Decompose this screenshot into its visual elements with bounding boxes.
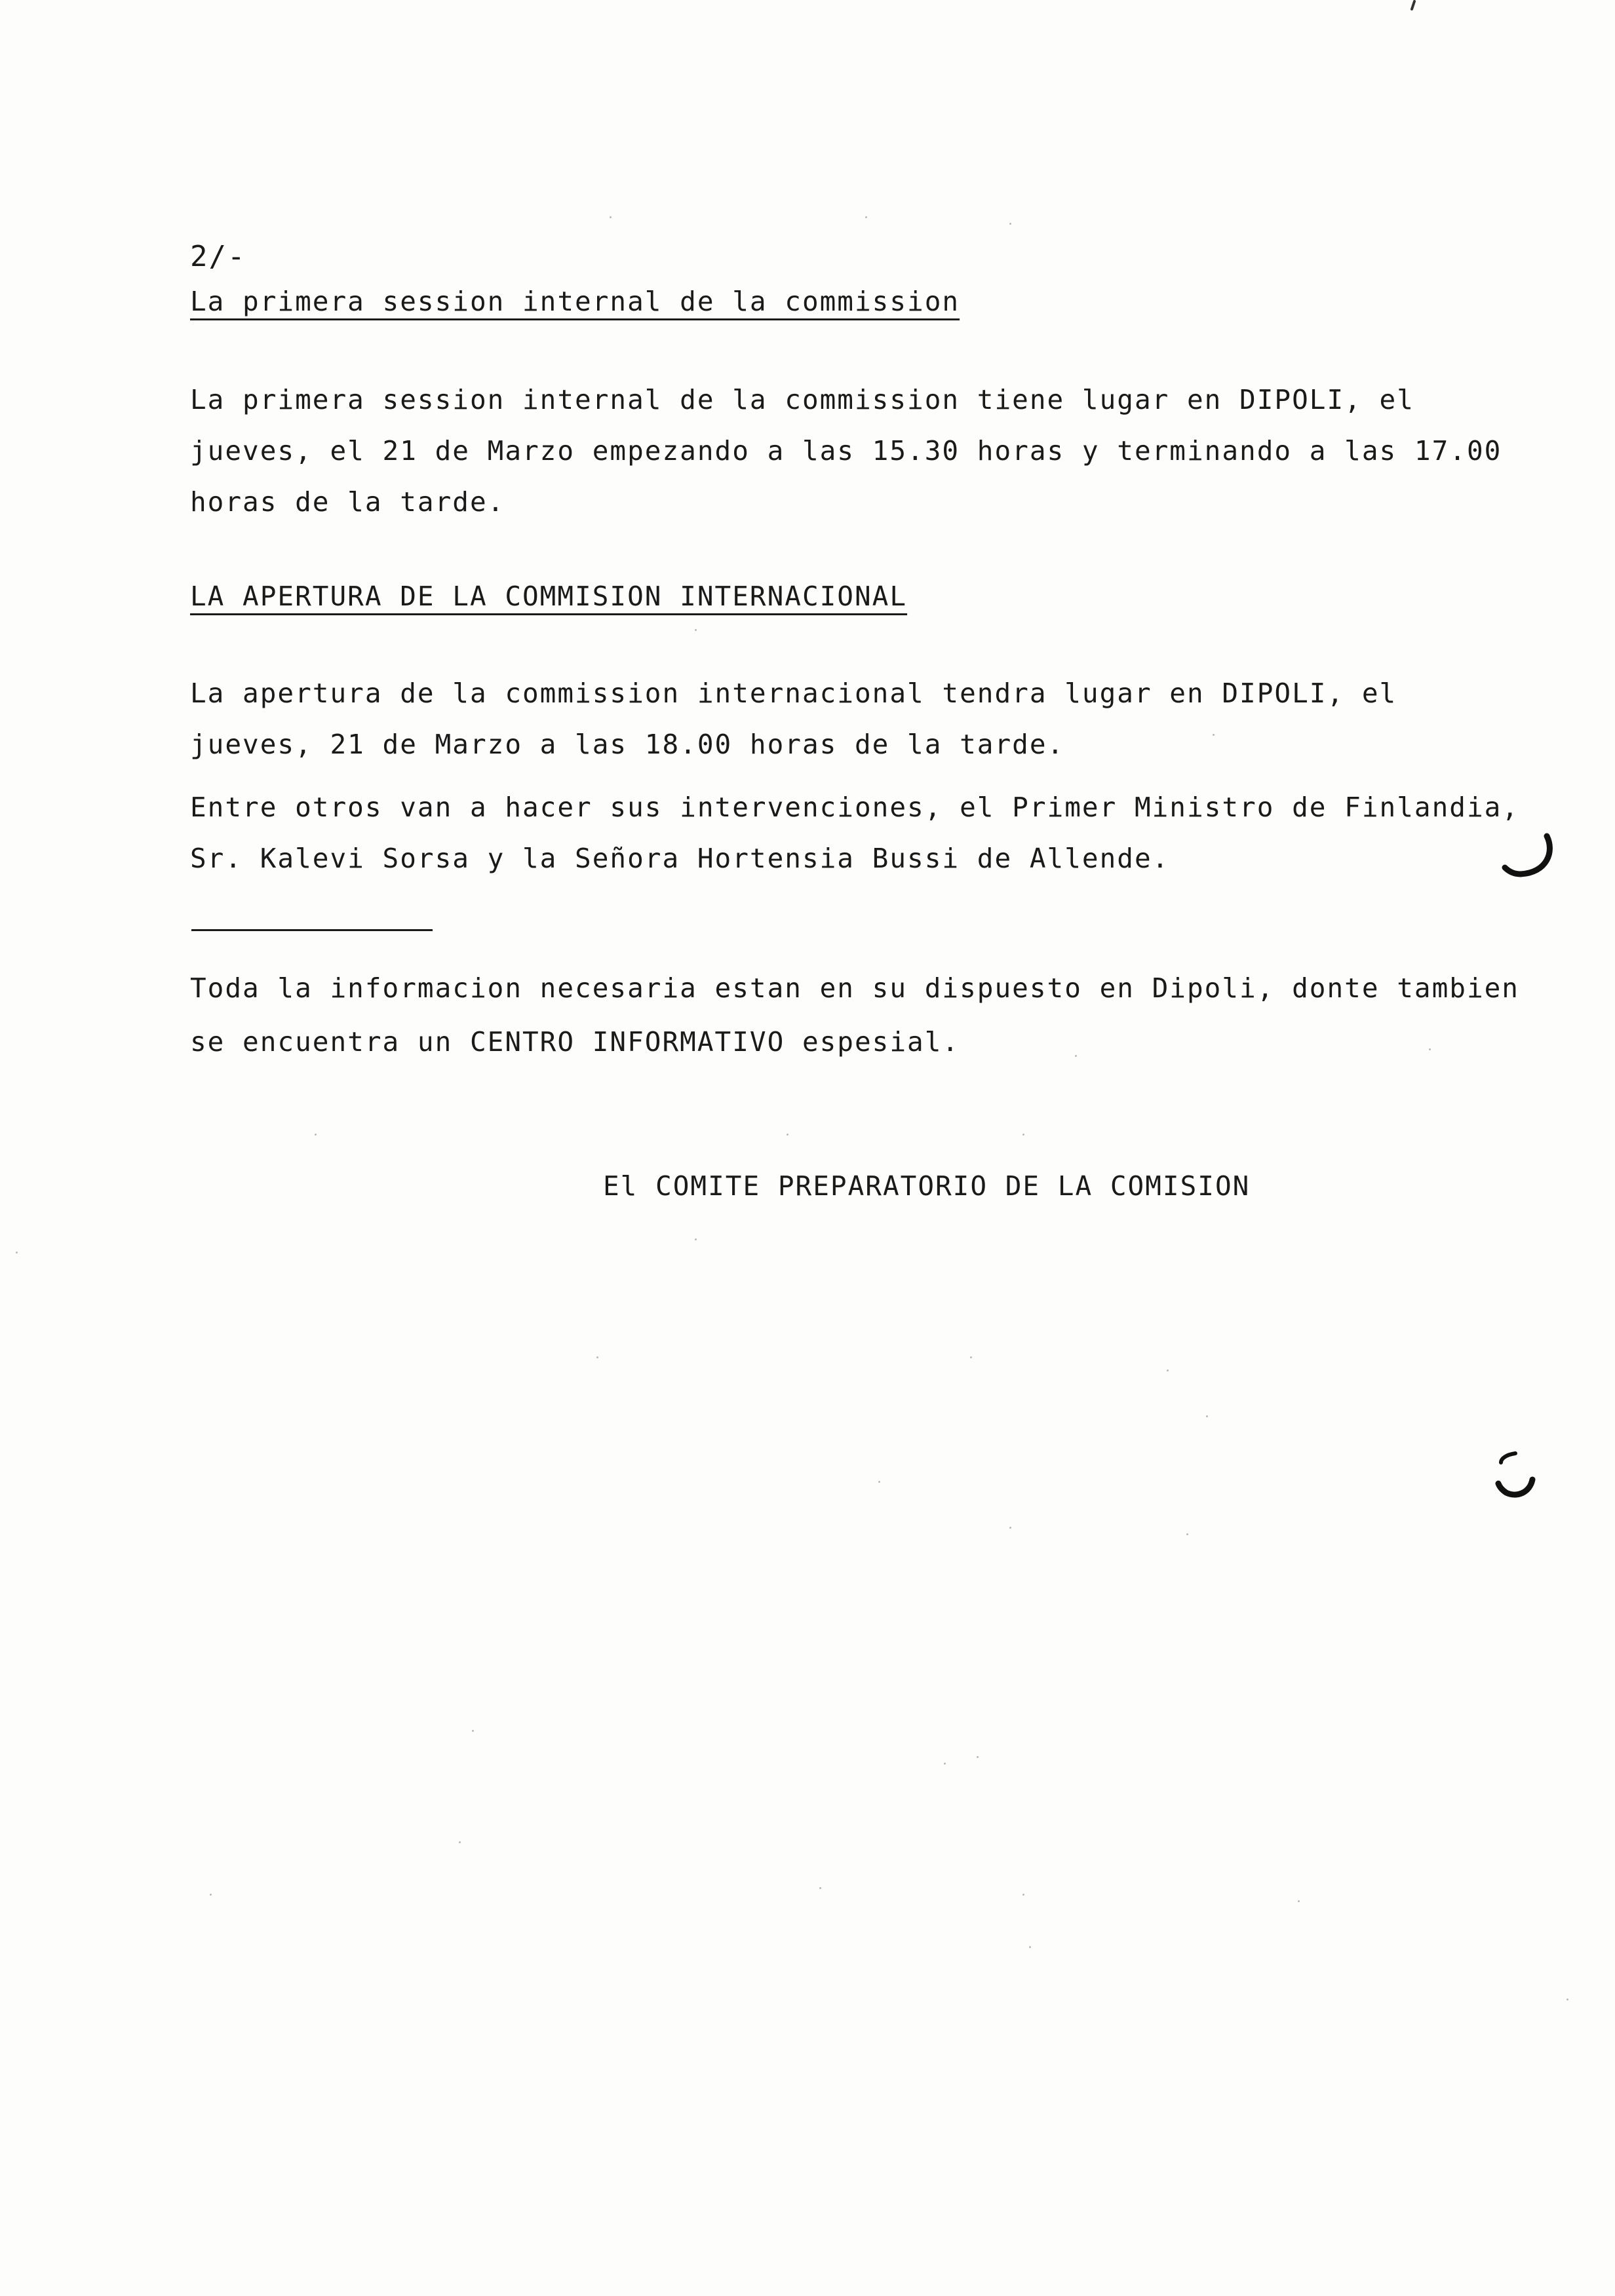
- info-line-2: se encuentra un CENTRO INFORMATIVO espesial.: [190, 1026, 960, 1058]
- section1-line-1: La primera session internal de la commission tiene lugar en DIPOLI, el: [190, 384, 1414, 415]
- section1-heading: La primera session internal de la commission: [190, 286, 960, 317]
- section2-line-3: Entre otros van a hacer sus intervenciones, el Primer Ministro de Finlandia,: [190, 792, 1519, 823]
- info-line-1: Toda la informacion necesaria estan en su dispuesto en Dipoli, donte tambien: [190, 972, 1519, 1004]
- section1-line-3: horas de la tarde.: [190, 486, 505, 518]
- pen-mark-upper: [1501, 832, 1560, 885]
- section2-line-2: jueves, 21 de Marzo a las 18.00 horas de la tarde.: [190, 729, 1065, 760]
- page-number: 2/-: [190, 240, 246, 273]
- separator-line: [191, 929, 433, 931]
- section2-line-1: La apertura de la commission internacional tendra lugar en DIPOLI, el: [190, 678, 1397, 709]
- section2-heading: LA APERTURA DE LA COMMISION INTERNACIONAL: [190, 581, 908, 612]
- section1-line-2: jueves, el 21 de Marzo empezando a las 15.30 horas y terminando a las 17.00: [190, 435, 1502, 467]
- signature: El COMITE PREPARATORIO DE LA COMISION: [603, 1170, 1251, 1202]
- corner-mark: [1403, 0, 1429, 13]
- section2-line-4: Sr. Kalevi Sorsa y la Señora Hortensia Bussi de Allende.: [190, 843, 1170, 874]
- pen-mark-lower: [1487, 1447, 1546, 1506]
